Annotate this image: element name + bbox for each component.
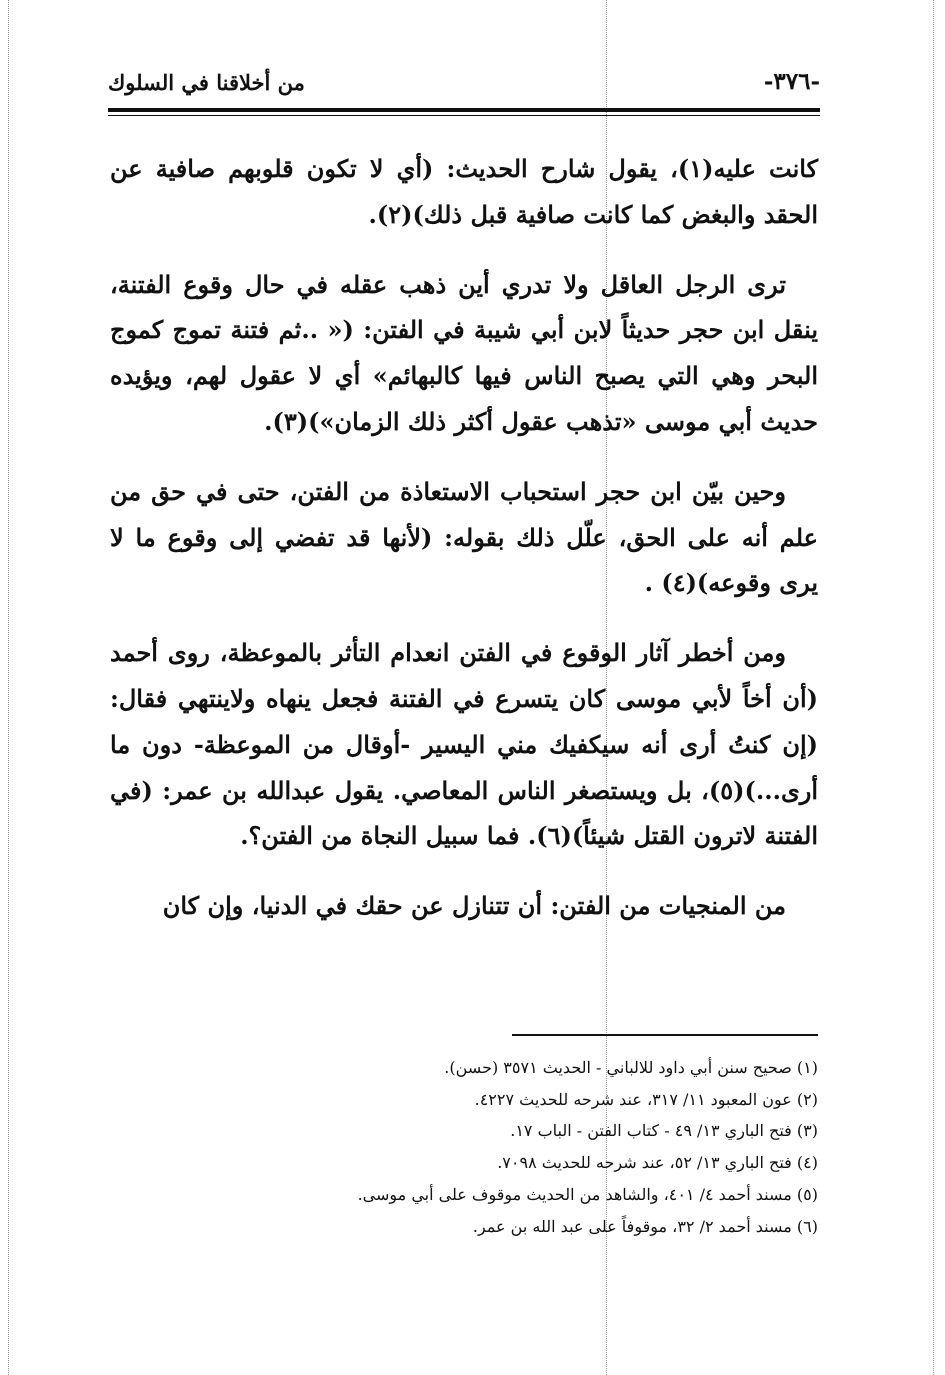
paragraph: كانت عليه(١)، يقول شارح الحديث: (أي لا تكون قلوبهم صافية عن الحقد والبغض كما كانت صافية قبل ذلك)(٢). — [110, 154, 818, 229]
footnote: (٥) مسند أحمد ٤/ ٤٠١، والشاهد من الحديث موقوف على أبي موسى. — [357, 1184, 818, 1204]
footnote: (١) صحيح سنن أبي داود للالباني - الحديث ٣٥٧١ (حسن). — [444, 1058, 818, 1077]
paragraph: وحين بيّن ابن حجر استحباب الاستعاذة من الفتن، حتى في حق من علم أنه على الحق، علّل ذلك بقوله: (لأنها قد تفضي إلى وقوع ما لا يرى وقوعه)(٤) . — [110, 476, 818, 598]
footnote: (٢) عون المعبود ١١/ ٣١٧، عند شرحه للحديث ٤٢٢٧. — [474, 1089, 818, 1109]
page-header — [108, 66, 820, 104]
header-rule-thick — [108, 108, 820, 112]
left-margin-dots — [8, 0, 9, 1375]
body-text — [110, 146, 818, 953]
page-number: -٣٧٦- — [763, 68, 820, 95]
paragraph: ترى الرجل العاقل ولا تدري أين ذهب عقله في حال وقوع الفتنة، ينقل ابن حجر حديثاً لابن أبي شيبة في الفتن: (« ..ثم فتنة تموج كموج البحر وهي التي يصبح الناس فيها كالبهائم» أي لا عقول لهم، ويؤيده حديث أبي موسى «تذهب عقول أكثر ذلك الزمان»)(٣). — [110, 269, 818, 436]
right-margin-dots — [933, 0, 934, 1375]
footnote-separator — [512, 1034, 818, 1036]
paragraph: ومن أخطر آثار الوقوع في الفتن انعدام التأثر بالموعظة، روى أحمد (أن أخاً لأبي موسى كان يتسرع في الفتنة فجعل ينهاه ولاينتهي فقال: (إن كنتُ أرى أنه سيكفيك مني اليسير -أوقال من الموعظة- دون ما أرى...)(٥)، بل ويستصغر الناس المعاصي. يقول عبدالله بن عمر: (في الفتنة لاترون القتل شيئاً)(٦). فما سبيل النجاة من الفتن؟. — [110, 638, 819, 851]
footnotes — [110, 1052, 818, 1242]
paragraph: من المنجيات من الفتن: أن تتنازل عن حقك في الدنيا، وإن كان — [162, 891, 786, 921]
footnote: (٤) فتح الباري ١٣/ ٥٢، عند شرحه للحديث ٧٠٩٨. — [497, 1153, 818, 1173]
footnote: (٦) مسند أحمد ٢/ ٣٢، موقوفاً على عبد الله بن عمر. — [472, 1216, 818, 1236]
header-rule-thin — [108, 115, 820, 116]
running-title: من أخلاقنا في السلوك — [108, 70, 305, 95]
footnote: (٣) فتح الباري ١٣/ ٤٩ - كتاب الفتن - الباب ١٧. — [510, 1121, 818, 1141]
